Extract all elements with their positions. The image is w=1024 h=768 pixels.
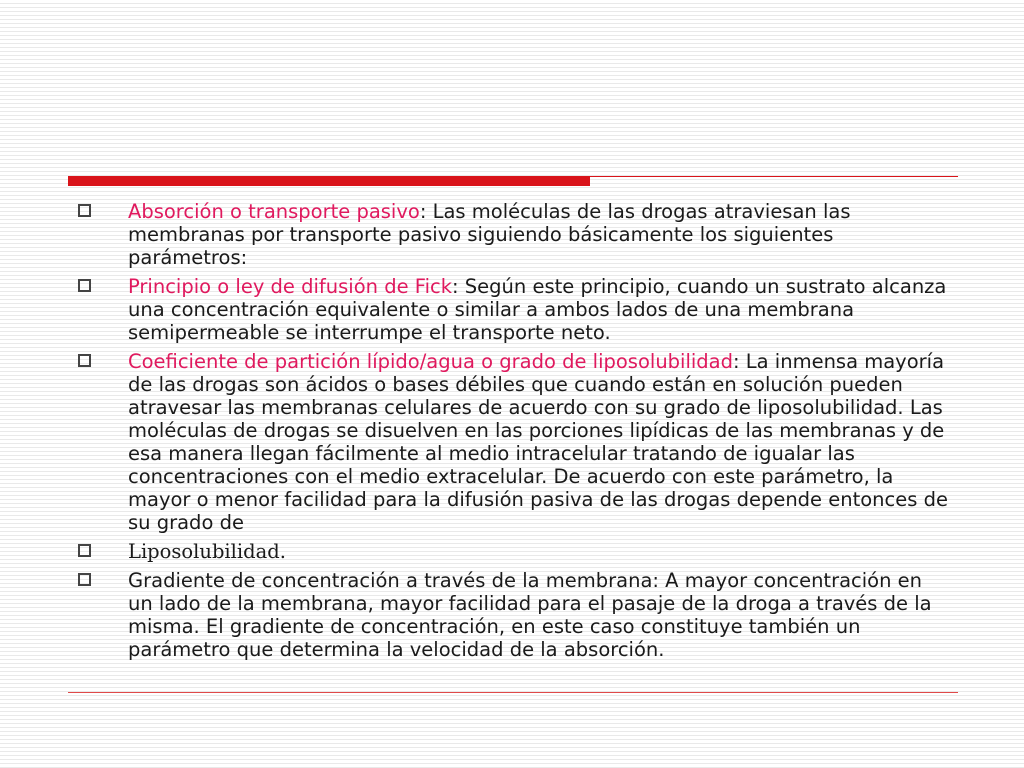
- bullet-text: : La inmensa mayoría de las drogas son ácidos o bases débiles que cuando están en solución pueden atravesar las membranas celulares de acuerdo con su grado de liposolubilidad. Las moléculas de drogas se disuelven en las porciones lipídicas de las membranas y de esa manera llegan fácilmente al medio intracelular tratando de igualar las concentraciones con el medio extracelular. De acuerdo con este parámetro, la mayor o menor facilidad para la difusión pasiva de las drogas depende entonces de su grado de: [128, 350, 948, 534]
- bullet-text: Liposolubilidad.: [128, 540, 286, 563]
- bullet-ley-fick: [72, 275, 952, 344]
- square-bullet-icon: [78, 354, 91, 367]
- bottom-divider-line: [68, 692, 958, 693]
- bullet-liposolubilidad: [72, 540, 952, 563]
- bullet-coeficiente-particion: [72, 350, 952, 534]
- square-bullet-icon: [78, 573, 91, 586]
- bullet-text: : A mayor concentración en un lado de la membrana, mayor facilidad para el pasaje de la droga a través de la misma. El gradiente de concentración, en este caso constituye también un parámetro que determina la velocidad de la absorción.: [128, 569, 932, 661]
- square-bullet-icon: [78, 279, 91, 292]
- bullet-term: Principio o ley de difusión de Fick: [128, 275, 453, 298]
- bullet-text: : Las moléculas de las drogas atraviesan las membranas por transporte pasivo siguiendo básicamente los siguientes parámetros:: [128, 200, 851, 269]
- bullet-term: Coeficiente de partición lípido/agua o grado de liposolubilidad: [128, 350, 734, 373]
- top-accent-bar: [68, 176, 590, 186]
- bullet-list: [72, 200, 952, 667]
- bullet-gradiente-concentracion: [72, 569, 952, 661]
- bullet-term: Gradiente de concentración a través de la membrana: [128, 569, 653, 592]
- square-bullet-icon: [78, 544, 91, 557]
- bullet-absorcion-pasiva: [72, 200, 952, 269]
- square-bullet-icon: [78, 204, 91, 217]
- bullet-text: : Según este principio, cuando un sustrato alcanza una concentración equivalente o similar a ambos lados de una membrana semipermeable se interrumpe el transporte neto.: [128, 275, 947, 344]
- bullet-term: Absorción o transporte pasivo: [128, 200, 420, 223]
